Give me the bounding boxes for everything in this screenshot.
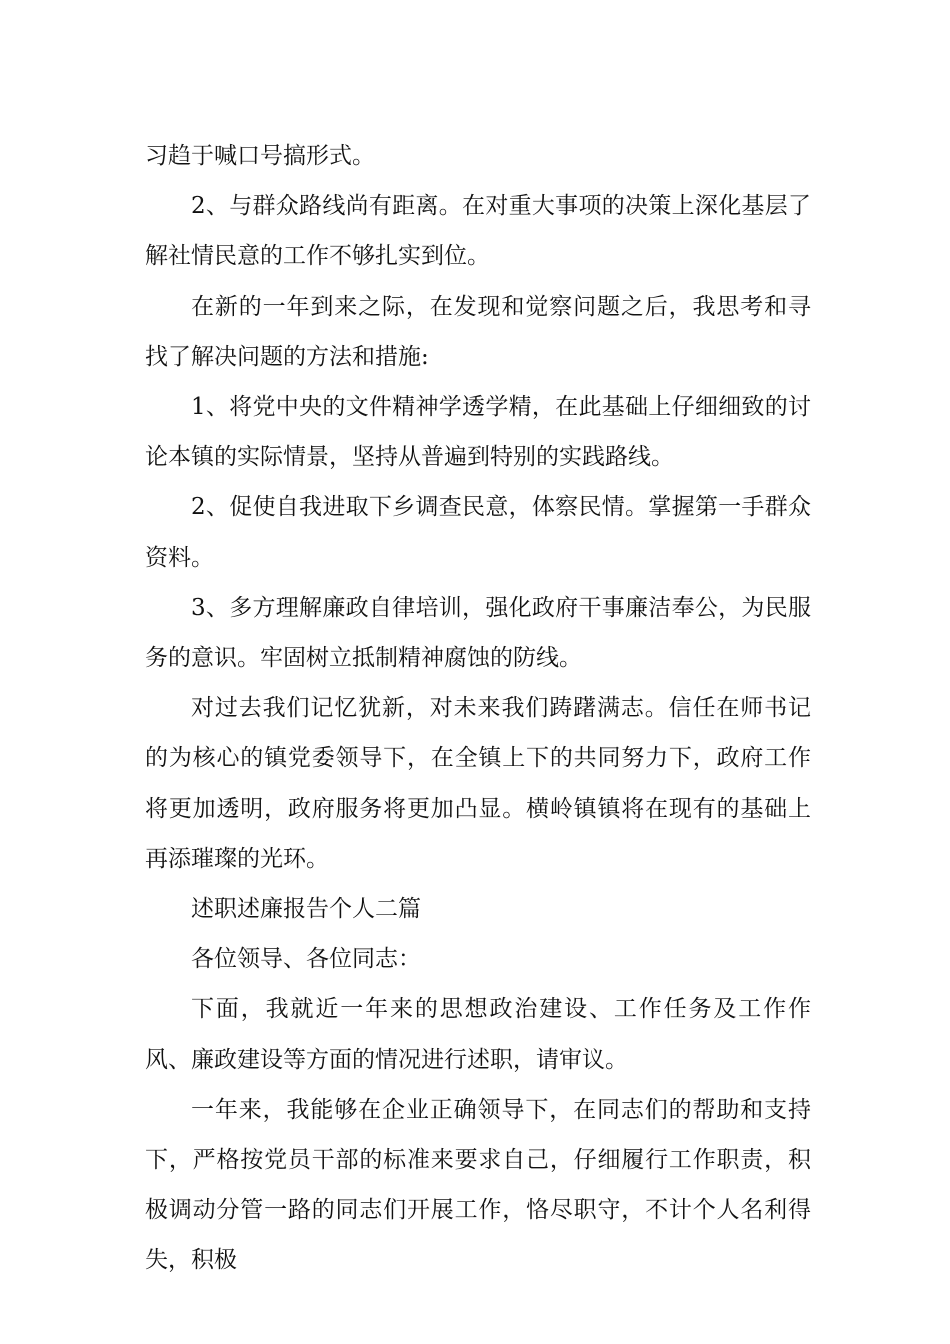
document-body — [145, 131, 811, 1286]
paragraph-continuation: 习趋于喊口号搞形式。 — [145, 143, 375, 169]
paragraph-year-review: 一年来，我能够在企业正确领导下，在同志们的帮助和支持下，严格按党员干部的标准来要求自己，仔细履行工作职责，积极调动分管一路的同志们开展工作，恪尽职守，不计个人名利得失，积极 — [145, 1096, 811, 1274]
paragraph-measure-3: 3、多方理解廉政自律培训，强化政府干事廉洁奉公，为民服务的意识。牢固树立抵制精神腐蚀的防线。 — [145, 594, 811, 672]
paragraph-measure-1: 1、将党中央的文件精神学透学精，在此基础上仔细细致的讨论本镇的实际情景，坚持从普遍到特别的实践路线。 — [145, 394, 811, 471]
paragraph-new-year: 在新的一年到来之际，在发现和觉察问题之后，我思考和寻找了解决问题的方法和措施: — [145, 293, 811, 370]
paragraph-intro: 下面，我就近一年来的思想政治建设、工作任务及工作作风、廉政建设等方面的情况进行述职，请审议。 — [145, 996, 811, 1073]
paragraph-issue-2: 2、与群众路线尚有距离。在对重大事项的决策上深化基层了解社情民意的工作不够扎实到位。 — [145, 193, 811, 270]
paragraph-outlook: 对过去我们记忆犹新，对未来我们踌躇满志。信任在师书记的为核心的镇党委领导下，在全镇上下的共同努力下，政府工作将更加透明，政府服务将更加凸显。横岭镇镇将在现有的基础上再添璀璨的光环。 — [145, 695, 811, 872]
paragraph-measure-2: 2、促使自我进取下乡调查民意，体察民情。掌握第一手群众资料。 — [145, 494, 811, 571]
section-heading: 述职述廉报告个人二篇 — [191, 896, 421, 923]
salutation: 各位领导、各位同志： — [191, 946, 421, 973]
